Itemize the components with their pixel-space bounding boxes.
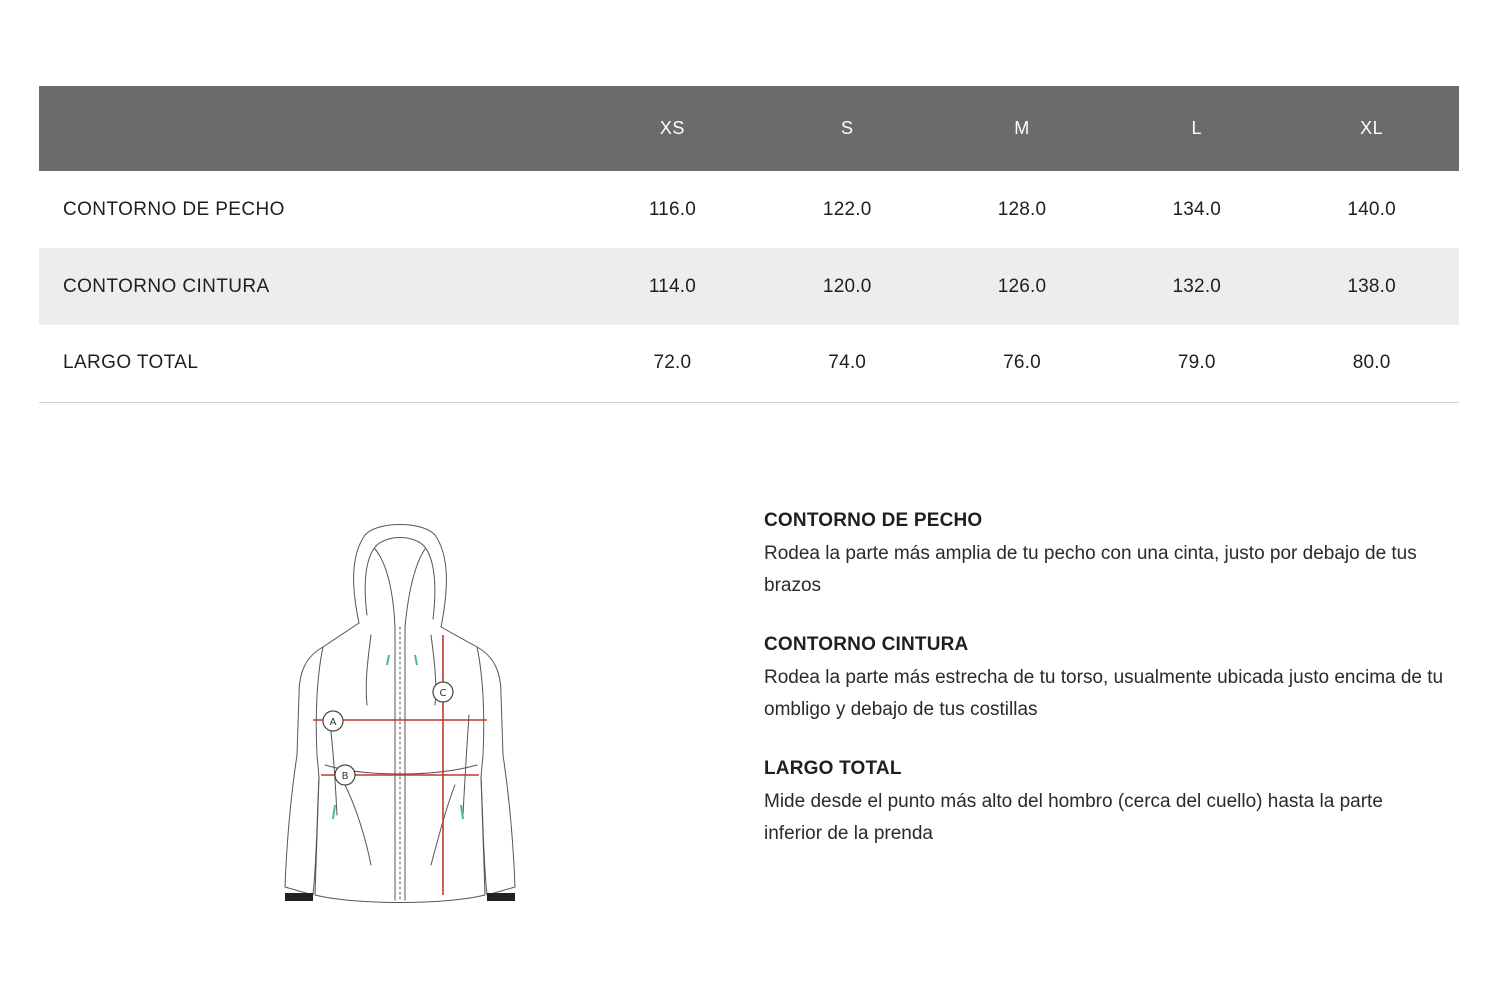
table-row-length — [39, 325, 1459, 402]
svg-text:B: B — [341, 771, 349, 782]
header-size-xl: XL — [1360, 118, 1384, 138]
guide-chest — [764, 510, 1444, 602]
left-cuff — [285, 893, 313, 901]
table-cell: 134.0 — [1172, 198, 1222, 220]
size-chart-table — [39, 86, 1459, 403]
table-cell: 72.0 — [653, 352, 692, 374]
table-cell: 128.0 — [997, 198, 1047, 220]
row-label: LARGO TOTAL — [63, 352, 199, 374]
size-header-row — [39, 86, 1459, 171]
jacket-hood-outline — [354, 525, 447, 628]
marker-c — [433, 682, 453, 702]
table-cell: 79.0 — [1177, 352, 1216, 374]
row-label: CONTORNO DE PECHO — [63, 198, 285, 220]
measurement-guide — [764, 510, 1444, 882]
header-size-l: L — [1191, 118, 1203, 138]
guide-description: Rodea la parte más estrecha de tu torso, usualmente ubicada justo encima de tu ombligo y debajo de tus costillas — [764, 667, 1444, 720]
table-cell: 126.0 — [997, 275, 1047, 297]
table-cell: 138.0 — [1347, 275, 1396, 297]
table-cell: 114.0 — [648, 275, 696, 297]
table-cell: 116.0 — [648, 198, 696, 220]
header-size-m: M — [1014, 118, 1030, 138]
right-cuff — [487, 893, 515, 901]
svg-text:A: A — [329, 717, 337, 728]
table-cell: 120.0 — [822, 275, 872, 297]
table-row-chest — [39, 171, 1459, 248]
table-row-waist — [39, 248, 1459, 325]
guide-title: CONTORNO DE PECHO — [764, 510, 983, 531]
svg-text:C: C — [439, 688, 447, 699]
table-cell: 122.0 — [822, 198, 872, 220]
guide-title: LARGO TOTAL — [764, 758, 902, 779]
table-cell: 74.0 — [828, 352, 867, 374]
jacket-body-outline — [285, 623, 359, 895]
header-label-cell — [39, 86, 585, 171]
marker-a — [323, 711, 343, 731]
guide-description: Mide desde el punto más alto del hombro (cerca del cuello) hasta la parte inferior de la prenda — [764, 791, 1383, 844]
guide-description: Rodea la parte más amplia de tu pecho con una cinta, justo por debajo de tus brazos — [764, 543, 1417, 596]
jacket-measurement-diagram — [255, 515, 545, 910]
table-cell: 132.0 — [1172, 275, 1222, 297]
guide-waist — [764, 634, 1444, 726]
row-label: CONTORNO CINTURA — [63, 275, 270, 297]
header-size-s: S — [840, 118, 854, 138]
table-cell: 80.0 — [1352, 352, 1391, 374]
marker-b — [335, 765, 355, 785]
header-size-xs: XS — [659, 118, 685, 138]
table-cell: 76.0 — [1003, 352, 1041, 374]
guide-title: CONTORNO CINTURA — [764, 634, 969, 655]
guide-length — [764, 758, 1444, 850]
table-cell: 140.0 — [1347, 198, 1396, 220]
